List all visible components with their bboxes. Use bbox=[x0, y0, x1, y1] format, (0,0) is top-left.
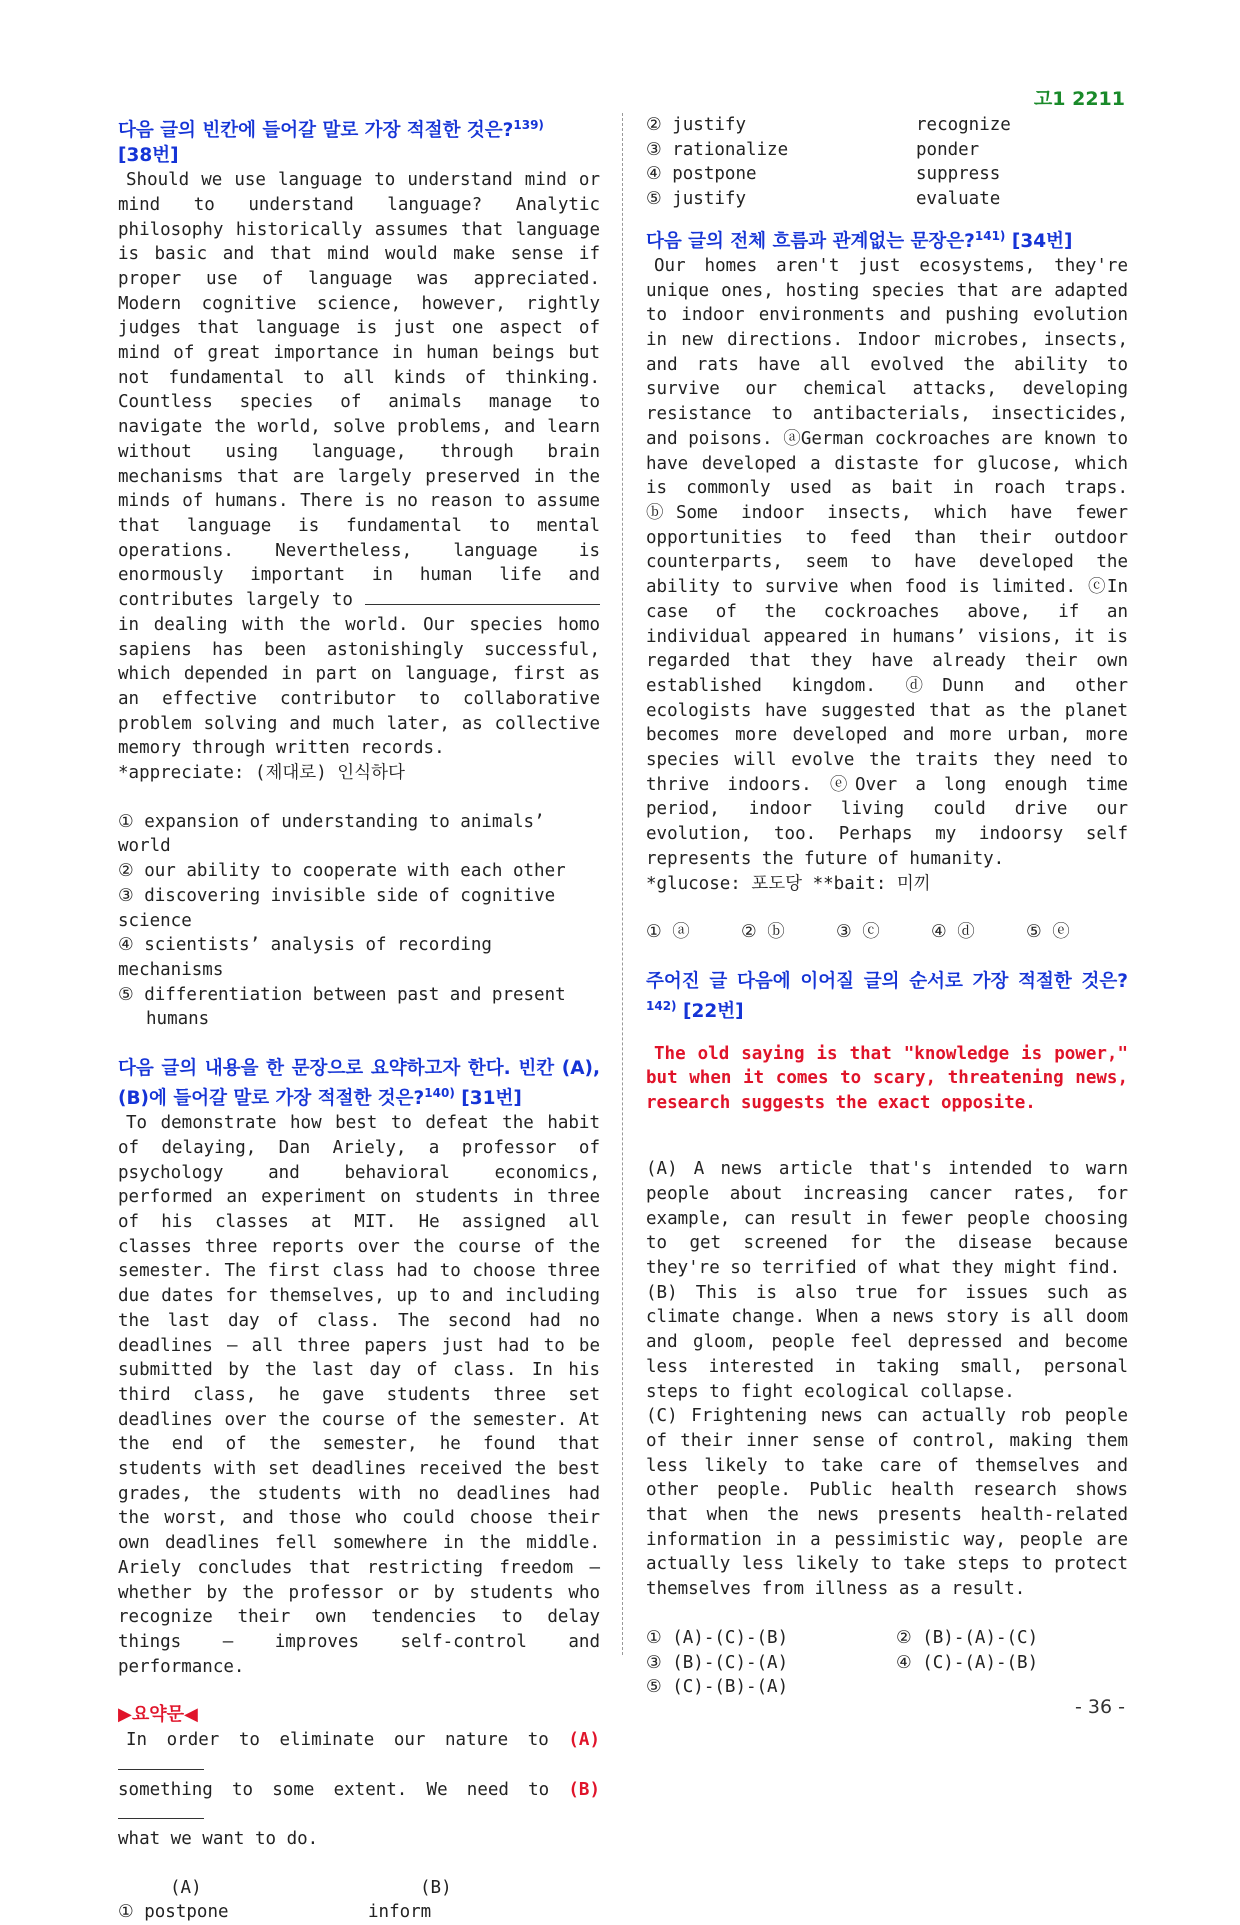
q139-passage: Should we use language to understand mind or mind to understand language? Analytic philosophy historically assumes that language is basic and that mind would make sense if proper use of language was appreciated. Modern cognitive science, however, rightly judges that language is just one aspect of mind of great importance in human beings but not fundamental to all kinds of thinking. Countless species of animals manage to navigate the world, solve problems, and learn without using language, through brain mechanisms that are largely preserved in the minds of humans. There is no reason to assume that language is fundamental to mental operations. Nevertheless, language is enormously important in human life and contributes largely to in dealing with the world. Our species homo sapiens has been astonishingly successful, which depended in part on language, first as an effective contributor to collaborative problem solving and much later, as collective memory through written records. bbox=[118, 170, 600, 759]
q142-part-a: (A) A news article that's intended to warn people about increasing cancer rates, for example, can result in fewer people choosing to get screened for the disease because they're so terrified of what they might find. bbox=[646, 1159, 1128, 1279]
q140-pair-2: ② justify recognize bbox=[646, 115, 1011, 135]
q141-choices: ① ⓐ ② ⓑ ③ ⓒ ④ ⓓ ⑤ ⓔ bbox=[646, 922, 1070, 943]
q142-given: The old saying is that "knowledge is power," but when it comes to scary, threatening news, research suggests the exact opposite. bbox=[646, 1043, 1128, 1114]
q141-passage: Our homes aren't just ecosystems, they're unique ones, hosting species that are adapted to indoor environments and pushing evolution in new directions. Indoor microbes, insects, and rats have all evolved the ability to survive our chemical attacks, developing resistance to antibacterials, insecticides, and poisons. ⓐGerman cockroaches are known to have developed a distaste for glucose, which is commonly used as bait in roach traps. ⓑSome indoor insects, which have fewer opportunities to feed than their outdoor counterparts, seem to have developed the ability to survive when food is limited. ⓒIn case of the cockroaches above, if an individual appeared in humans’ visions, it is regarded that they have already their own established kingdom. ⓓDunn and other ecologists have suggested that as the planet becomes more developed and more urban, more species will evolve the traits they need to thrive indoors. ⓔOver a long enough time period, indoor living could drive our evolution, too. Perhaps my indoorsy self represents the future of humanity. bbox=[646, 255, 1128, 869]
q139-option-5: ⑤ differentiation between past and present bbox=[118, 984, 566, 1005]
summary-title: ▶요약문◀ bbox=[118, 1704, 198, 1726]
q142-options: ① (A)-(C)-(B) ② (B)-(A)-(C) ③ (B)-(C)-(A) ④ (C)-(A)-(B) ⑤ (C)-(B)-(A) bbox=[646, 1627, 1039, 1698]
q139-option-1: ① expansion of understanding to animals’ world bbox=[118, 811, 545, 857]
q139-note: *appreciate: (제대로) 인식하다 bbox=[118, 763, 405, 784]
q142-part-c: (C) Frightening news can actually rob people of their inner sense of control, making them less likely to take care of themselves and other people. Public health research shows that when the news presents health-related information in a pessimistic way, people are actually less likely to take steps to protect themselves from illness as a result. bbox=[646, 1406, 1128, 1600]
q139-option-4: ④ scientists’ analysis of recording mechanisms bbox=[118, 935, 492, 980]
summary-text: In order to eliminate our nature to (A) something to some extent. We need to (B) what we want to do. bbox=[118, 1730, 600, 1849]
q139-option-3: ③ discovering invisible side of cognitive science bbox=[118, 885, 556, 931]
page-number: - 36 - bbox=[1075, 1696, 1125, 1718]
q140-passage: To demonstrate how best to defeat the habit of delaying, Dan Ariely, a professor of psychology and behavioral economics, performed an experiment on students in three of his classes at MIT. He assigned all classes three reports over the course of the semester. The first class had to choose three due dates for themselves, up to and including the last day of class. The second had no deadlines — all three papers just had to be submitted by the last day of class. In his third class, he gave students three set deadlines over the course of the semester. At the end of the semester, he found that students with set deadlines received the best grades, the students with no deadlines had the worst, and those who could choose their own deadlines fell somewhere in the middle. Ariely concludes that restricting freedom — whether by the professor or by students who recognize their own tendencies to delay things — improves self-control and performance. bbox=[118, 1113, 600, 1677]
left-column bbox=[118, 113, 600, 1925]
blank-b bbox=[118, 1802, 204, 1819]
q142-title: 주어진 글 다음에 이어질 글의 순서로 가장 적절한 것은?$^{142)}$ [22번] bbox=[646, 970, 1128, 1023]
blank-a bbox=[118, 1753, 204, 1770]
answer-blank bbox=[365, 588, 600, 605]
q141-title: 다음 글의 전체 흐름과 관계없는 문장은?$^{141)}$ [34번] bbox=[646, 228, 1073, 252]
q139-title: 다음 글의 빈칸에 들어갈 말로 가장 적절한 것은?$^{139)}$ [38번] bbox=[118, 118, 544, 167]
right-column bbox=[646, 113, 1128, 1700]
q142-part-b: (B) This is also true for issues such as climate change. When a news story is all doom and gloom, people feel depressed and become less interested in taking small, personal steps to fight ecological collapse. bbox=[646, 1282, 1128, 1402]
q141-note: *glucose: 포도당 **bait: 미끼 bbox=[646, 873, 931, 894]
q140-pair-4: ④ postpone suppress bbox=[646, 164, 1001, 185]
q139-option-5-cont: humans bbox=[146, 1009, 210, 1030]
q140-title: 다음 글의 내용을 한 문장으로 요약하고자 한다. 빈칸 (A), (B)에 들어갈 말로 가장 적절한 것은?$^{140)}$ [31번] bbox=[118, 1058, 600, 1110]
ab-header: (A) (B) bbox=[170, 1877, 452, 1898]
q140-pair-1: ① postpone inform bbox=[118, 1902, 432, 1923]
q139-option-2: ② our ability to cooperate with each other bbox=[118, 861, 566, 882]
q140-pair-5: ⑤ justify evaluate bbox=[646, 189, 1001, 210]
exam-code: 고1 2211 bbox=[1033, 88, 1125, 110]
column-divider bbox=[622, 113, 623, 1655]
q140-pair-3: ③ rationalize ponder bbox=[646, 139, 980, 160]
